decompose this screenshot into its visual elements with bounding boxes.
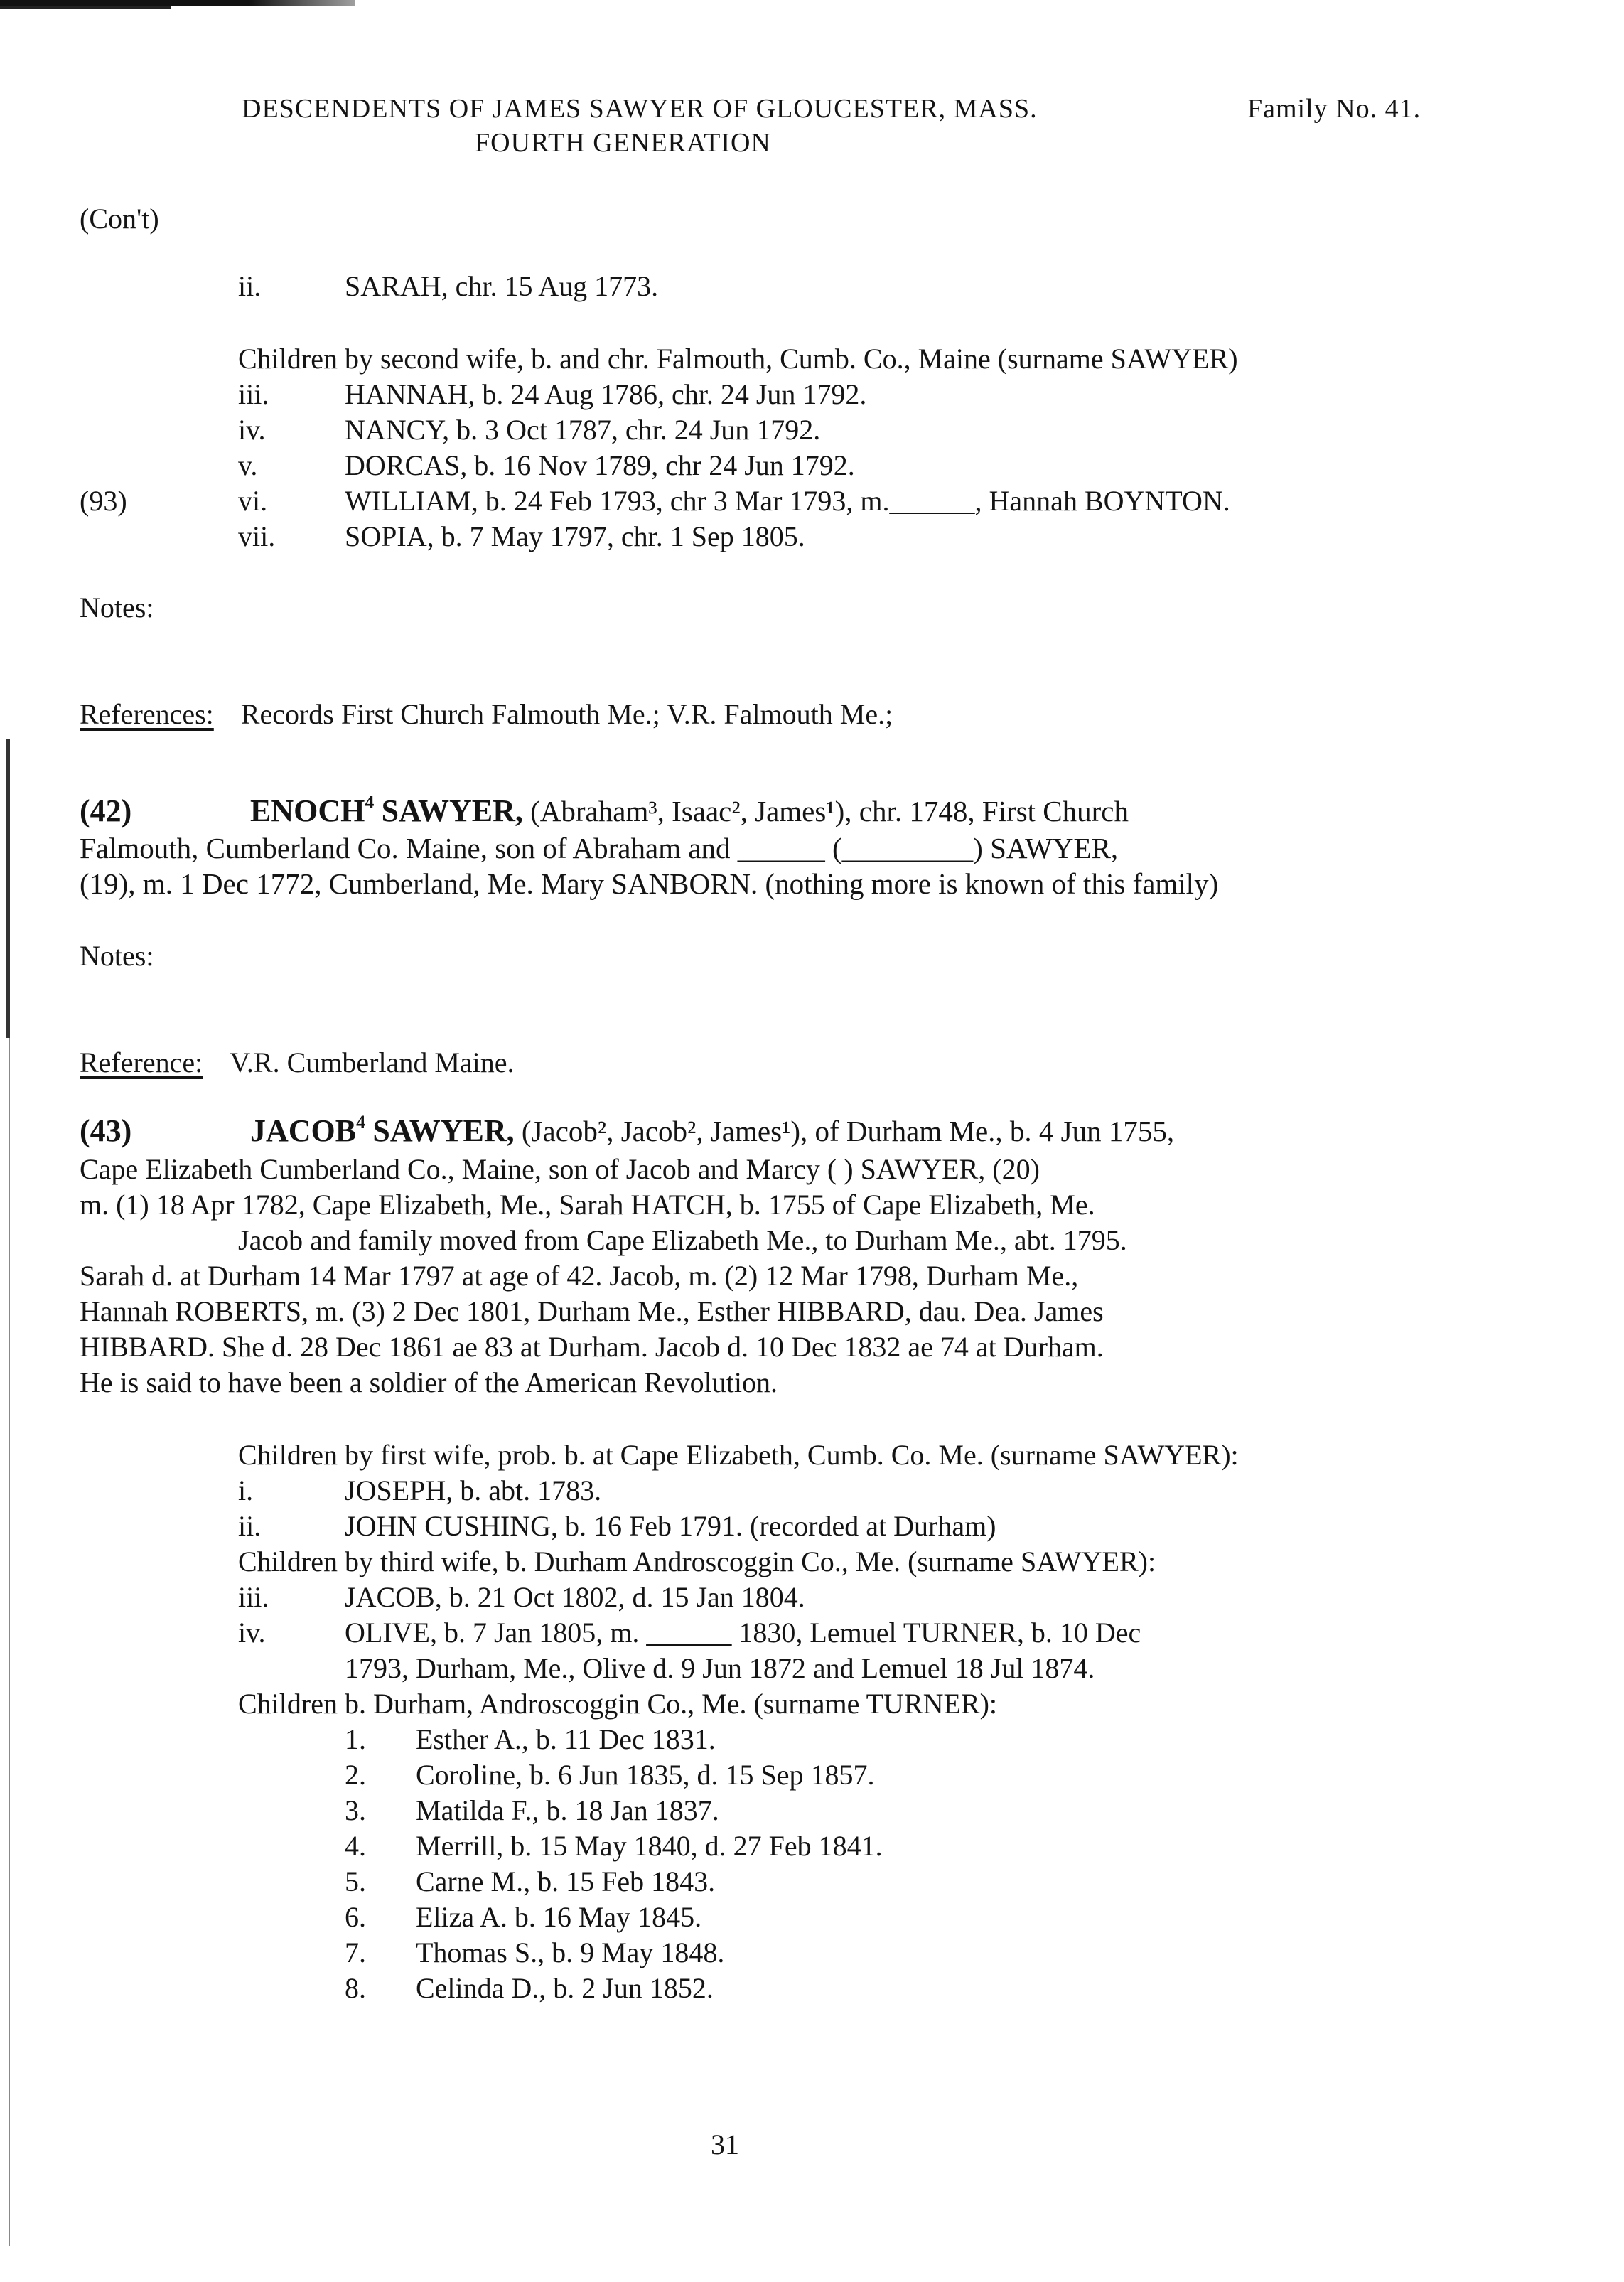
grandchild-entry	[345, 1722, 883, 1757]
family-43-number: (43)	[80, 1113, 132, 1148]
references-text: Records First Church Falmouth Me.; V.R. Falmouth Me.;	[240, 698, 893, 730]
grandchild-text: Matilda F., b. 18 Jan 1837.	[416, 1794, 719, 1826]
grandchild-entry	[345, 1935, 883, 1971]
child-text: NANCY, b. 3 Oct 1787, chr. 24 Jun 1792.	[345, 414, 821, 446]
scan-edge-left-thin	[9, 1038, 10, 2246]
family-43-heading	[80, 1113, 1174, 1149]
child-entry	[80, 412, 1230, 448]
grandchild-number: 5.	[345, 1865, 366, 1897]
grandchild-entry	[345, 1793, 883, 1828]
child-number: v.	[238, 449, 258, 481]
children-intro-second-wife: Children by second wife, b. and chr. Falmouth, Cumb. Co., Maine (surname SAWYER)	[238, 343, 1238, 375]
child-number: iv.	[238, 414, 266, 446]
family-43-lineage: (Jacob², Jacob², James¹), of Durham Me., b. 4 Jun 1755,	[521, 1115, 1175, 1147]
grandchild-text: Eliza A. b. 16 May 1845.	[416, 1901, 702, 1933]
child-text: OLIVE, b. 7 Jan 1805, m. ______ 1830, Lemuel TURNER, b. 10 Dec	[345, 1617, 1141, 1649]
family-43-line: m. (1) 18 Apr 1782, Cape Elizabeth, Me., Sarah HATCH, b. 1755 of Cape Elizabeth, Me.	[80, 1189, 1095, 1221]
child-number: iv.	[238, 1617, 266, 1649]
family-42-generation: 4	[365, 792, 375, 813]
family-43-line: Hannah ROBERTS, m. (3) 2 Dec 1801, Durham Me., Esther HIBBARD, dau. Dea. James	[80, 1295, 1104, 1327]
grandchild-text: Thomas S., b. 9 May 1848.	[416, 1937, 725, 1968]
child-number: ii.	[238, 1510, 262, 1542]
family-42-line: (19), m. 1 Dec 1772, Cumberland, Me. Mary SANBORN. (nothing more is known of this family)	[80, 867, 1219, 900]
page-number: 31	[711, 2128, 739, 2160]
children-list	[80, 377, 1230, 555]
grandchild-entry	[345, 1900, 883, 1935]
grandchild-text: Carne M., b. 15 Feb 1843.	[416, 1865, 716, 1897]
family-43-line: Sarah d. at Durham 14 Mar 1797 at age of 42. Jacob, m. (2) 12 Mar 1798, Durham Me.,	[80, 1260, 1079, 1292]
grandchild-entry	[345, 1828, 883, 1864]
child-text: HANNAH, b. 24 Aug 1786, chr. 24 Jun 1792.	[345, 378, 867, 410]
child-number: iii.	[238, 1581, 269, 1613]
grandchild-number: 6.	[345, 1901, 366, 1933]
grandchild-number: 7.	[345, 1937, 366, 1968]
family-43-name: JACOB	[250, 1113, 357, 1148]
family-43-generation: 4	[356, 1112, 366, 1132]
child-text: SOPIA, b. 7 May 1797, chr. 1 Sep 1805.	[345, 520, 805, 552]
reference-text: V.R. Cumberland Maine.	[230, 1046, 515, 1078]
grandchild-text: Esther A., b. 11 Dec 1831.	[416, 1723, 716, 1755]
family-42-number: (42)	[80, 793, 132, 828]
family-42-line: Falmouth, Cumberland Co. Maine, son of Abraham and ______ (_________) SAWYER,	[80, 832, 1119, 864]
child-number: i.	[238, 1474, 254, 1506]
child-entry	[80, 483, 1230, 519]
grandchild-entry	[345, 1864, 883, 1900]
child-ref: (93)	[80, 485, 127, 517]
child-entry	[238, 1473, 601, 1509]
child-number: vi.	[238, 485, 268, 517]
children-intro-turner: Children b. Durham, Androscoggin Co., Me. (surname TURNER):	[238, 1688, 998, 1720]
continued-label: (Con't)	[80, 203, 159, 235]
grandchild-number: 4.	[345, 1830, 366, 1862]
references-line	[80, 697, 893, 732]
child-text: JOHN CUSHING, b. 16 Feb 1791. (recorded at Durham)	[345, 1510, 996, 1542]
grandchild-number: 2.	[345, 1759, 366, 1791]
page-header-subtitle: FOURTH GENERATION	[475, 128, 771, 158]
child-entry-continuation: 1793, Durham, Me., Olive d. 9 Jun 1872 and Lemuel 18 Jul 1874.	[345, 1652, 1095, 1684]
child-entry	[80, 377, 1230, 412]
family-42-heading	[80, 793, 1129, 829]
grandchildren-list	[345, 1722, 883, 2006]
notes-label: Notes:	[80, 591, 154, 623]
children-intro-first-wife: Children by first wife, prob. b. at Cape Elizabeth, Cumb. Co. Me. (surname SAWYER):	[238, 1439, 1239, 1471]
grandchild-text: Merrill, b. 15 May 1840, d. 27 Feb 1841.	[416, 1830, 883, 1862]
grandchild-text: Celinda D., b. 2 Jun 1852.	[416, 1972, 714, 2004]
reference-line	[80, 1045, 515, 1081]
reference-label: Reference:	[80, 1046, 203, 1078]
family-42-lineage: (Abraham³, Isaac², James¹), chr. 1748, First Church	[530, 795, 1129, 827]
grandchild-entry	[345, 1971, 883, 2006]
family-43-line: He is said to have been a soldier of the American Revolution.	[80, 1366, 778, 1398]
scan-edge-left	[6, 739, 10, 1038]
child-entry	[238, 1580, 805, 1615]
grandchild-number: 8.	[345, 1972, 366, 2004]
child-number: ii.	[238, 270, 262, 302]
family-42-surname: SAWYER,	[381, 793, 523, 828]
family-42-name: ENOCH	[250, 793, 365, 828]
child-text: DORCAS, b. 16 Nov 1789, chr 24 Jun 1792.	[345, 449, 855, 481]
grandchild-number: 1.	[345, 1723, 366, 1755]
family-number: Family No. 41.	[1247, 94, 1421, 124]
child-text: JOSEPH, b. abt. 1783.	[345, 1474, 602, 1506]
family-43-line: Cape Elizabeth Cumberland Co., Maine, son of Jacob and Marcy ( ) SAWYER, (20)	[80, 1153, 1040, 1185]
child-entry	[80, 519, 1230, 555]
references-label: References:	[80, 698, 214, 730]
child-number: iii.	[238, 378, 269, 410]
page-header-title: DESCENDENTS OF JAMES SAWYER OF GLOUCESTER, MASS.	[242, 94, 1038, 124]
children-intro-third-wife: Children by third wife, b. Durham Androscoggin Co., Me. (surname SAWYER):	[238, 1546, 1156, 1577]
child-text: SARAH, chr. 15 Aug 1773.	[345, 270, 659, 302]
child-text: WILLIAM, b. 24 Feb 1793, chr 3 Mar 1793, m.______, Hannah BOYNTON.	[345, 485, 1230, 517]
grandchild-entry	[345, 1757, 883, 1793]
scan-border-top	[0, 0, 355, 6]
grandchild-number: 3.	[345, 1794, 366, 1826]
grandchild-text: Coroline, b. 6 Jun 1835, d. 15 Sep 1857.	[416, 1759, 875, 1791]
family-43-line: HIBBARD. She d. 28 Dec 1861 ae 83 at Durham. Jacob d. 10 Dec 1832 ae 74 at Durham.	[80, 1331, 1104, 1363]
child-entry	[80, 448, 1230, 483]
child-entry	[238, 269, 658, 304]
child-number: vii.	[238, 520, 276, 552]
notes-label: Notes:	[80, 940, 154, 972]
family-43-line-indented: Jacob and family moved from Cape Elizabeth Me., to Durham Me., abt. 1795.	[238, 1224, 1127, 1256]
child-entry	[238, 1615, 1141, 1651]
family-43-surname: SAWYER,	[372, 1113, 515, 1148]
child-entry	[238, 1509, 996, 1544]
child-text: JACOB, b. 21 Oct 1802, d. 15 Jan 1804.	[345, 1581, 805, 1613]
scan-border-top-shadow	[0, 6, 171, 9]
